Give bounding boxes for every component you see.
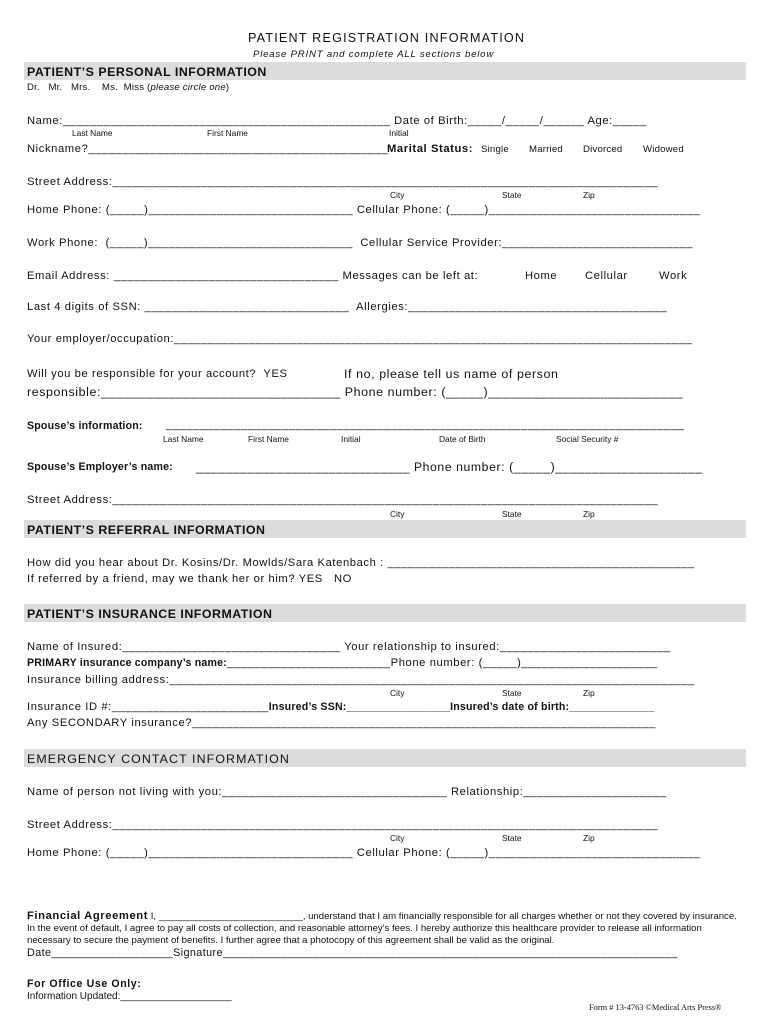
page-title: PATIENT REGISTRATION INFORMATION [248,31,526,45]
message-option-home[interactable]: Home [525,270,558,282]
responsible-field-line[interactable]: responsible:________________________________ Phone number: (_____)__________________________ [27,385,684,399]
employer-field-line[interactable]: Your employer/occupation:____________________________________________________________________________ [27,333,693,345]
emergency-phone-line[interactable]: Home Phone: (_____)______________________________ Cellular Phone: (_____)_______________________________ [27,847,701,859]
street-address-field-line[interactable]: Street Address:________________________________________________________________________________ [27,176,659,188]
marital-option-single[interactable]: Single [481,144,509,155]
caption-zip-4: Zip [583,833,595,843]
office-use-heading: For Office Use Only: [27,978,142,990]
caption-spouse-initial: Initial [341,434,361,444]
caption-spouse-ssn: Social Security # [556,434,619,444]
caption-first-name: First Name [207,128,248,138]
section-heading-personal: PATIENT’S PERSONAL INFORMATION [27,65,267,79]
insurance-id-ssn-dob-line[interactable]: Insurance ID #:_______________________Insured’s SSN:_________________Insured’s date of birth:______________ [27,701,655,713]
emergency-name-relationship-line[interactable]: Name of person not living with you:_________________________________ Relationship:_____________________ [27,786,667,798]
home-cell-phone-line[interactable]: Home Phone: (_____)______________________________ Cellular Phone: (_____)_______________________________ [27,204,701,216]
spouse-employer-field-line[interactable]: _____________________________ Phone number: (_____)____________________ [196,460,703,474]
message-option-cellular[interactable]: Cellular [585,270,628,282]
date-signature-line[interactable]: Date___________________Signature_______________________________________________________________________ [27,947,678,959]
information-updated-line[interactable]: Information Updated:____________________ [27,991,232,1002]
referral-thank-question[interactable]: If referred by a friend, may we thank her or him? YES NO [27,573,352,585]
caption-city-4: City [390,833,405,843]
section-heading-referral: PATIENT’S REFERRAL INFORMATION [27,523,266,537]
marital-option-divorced[interactable]: Divorced [583,144,623,155]
title-options[interactable]: Dr. Mr. Mrs. Ms. Miss (please circle one) [27,82,230,93]
insured-name-relationship-line[interactable]: Name of Insured:________________________________ Your relationship to insured:_________________________ [27,641,671,653]
financial-agreement[interactable] [27,910,745,947]
marital-option-widowed[interactable]: Widowed [643,144,684,155]
primary-insurance-line[interactable]: PRIMARY insurance company’s name:________________________Phone number: (_____)____________________ [27,657,658,669]
spouse-info-field-line[interactable]: ____________________________________________________________________________ [166,419,685,431]
section-heading-emergency: EMERGENCY CONTACT INFORMATION [27,752,290,766]
page-subtitle: Please PRINT and complete ALL sections below [253,49,495,60]
form-number: Form # 13-4763 ©Medical Arts Press® [589,1003,722,1012]
responsible-if-no: If no, please tell us name of person [344,367,559,381]
ssn-allergies-line[interactable]: Last 4 digits of SSN: ______________________________ Allergies:______________________________________ [27,301,668,313]
caption-city: City [390,190,405,200]
caption-state-2: State [502,509,522,519]
caption-initial: Initial [389,128,409,138]
work-phone-provider-line[interactable]: Work Phone: (_____)______________________________ Cellular Service Provider:____________________________ [27,237,694,249]
financial-agreement-title: Financial Agreement [27,910,149,922]
caption-spouse-last-name: Last Name [163,434,204,444]
caption-spouse-first-name: First Name [248,434,289,444]
section-bar-emergency [24,749,746,767]
nickname-field-line[interactable]: Nickname?____________________________________________ [27,143,393,155]
secondary-insurance-line[interactable]: Any SECONDARY insurance?____________________________________________________________________ [27,717,656,729]
caption-state: State [502,190,522,200]
name-field-line[interactable]: Name:________________________________________________ Date of Birth:_____/_____/______ Age:_____ [27,115,647,127]
email-field-line[interactable]: Email Address: _________________________________ Messages can be left at: [27,270,479,282]
billing-address-line[interactable]: Insurance billing address:_____________________________________________________________________________ [27,674,695,686]
spouse-employer-label: Spouse’s Employer’s name: [27,461,173,473]
caption-zip-2: Zip [583,509,595,519]
caption-state-3: State [502,688,522,698]
caption-state-4: State [502,833,522,843]
caption-city-2: City [390,509,405,519]
section-bar-personal [24,62,746,80]
marital-status-label: Marital Status: [387,143,474,155]
marital-option-married[interactable]: Married [529,144,563,155]
caption-zip-3: Zip [583,688,595,698]
section-heading-insurance: PATIENT’S INSURANCE INFORMATION [27,607,273,621]
caption-zip: Zip [583,190,595,200]
caption-spouse-dob: Date of Birth [439,434,486,444]
section-bar-referral [24,520,746,538]
message-option-work[interactable]: Work [659,270,688,282]
section-bar-insurance [24,604,746,622]
spouse-info-label: Spouse’s information: [27,420,143,432]
street-address-2-field-line[interactable]: Street Address:________________________________________________________________________________ [27,494,659,506]
referral-source-line[interactable]: How did you hear about Dr. Kosins/Dr. Mowlds/Sara Katenbach : _____________________________________________ [27,557,695,569]
financial-agreement-text: I, ___________________________, understand that I am financially responsible for all charges whether or not they covered by insurance. In the event of default, I agree to pay all costs of collection, and reasonable attorney's fees. I hereby authorize this healthcare provider to release all information necessary to secure the payment of benefits. I further agree that a photocopy of this agreement shall be valid as the original. [27,911,737,946]
responsible-question[interactable]: Will you be responsible for your account? YES [27,368,288,380]
caption-city-3: City [390,688,405,698]
emergency-street-address-line[interactable]: Street Address:________________________________________________________________________________ [27,819,659,831]
caption-last-name: Last Name [72,128,113,138]
